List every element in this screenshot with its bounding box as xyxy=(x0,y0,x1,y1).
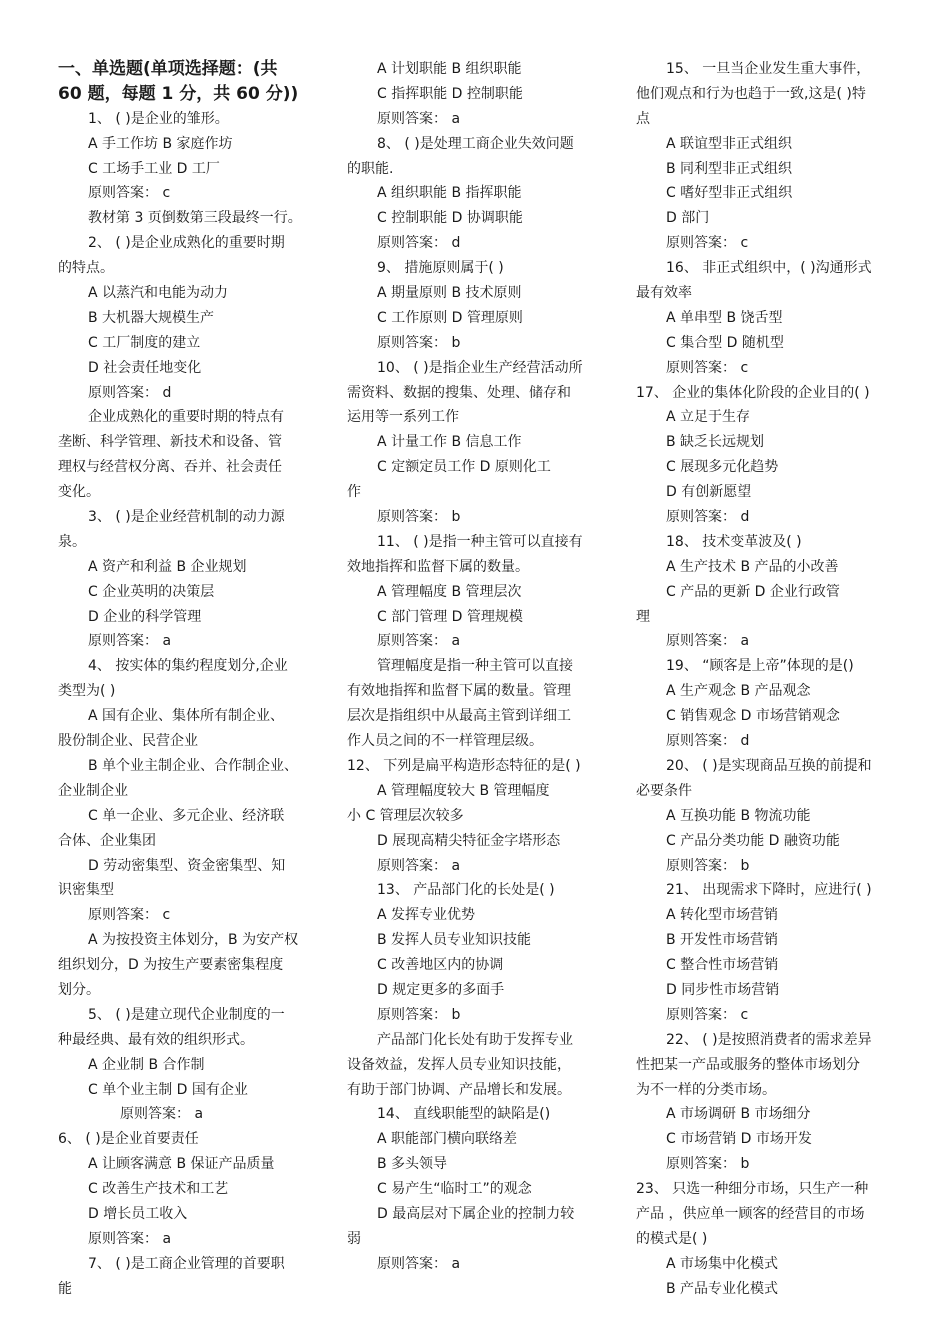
text-line: A 让顾客满意 B 保证产品质量 xyxy=(88,1156,275,1173)
text-line: B 发挥人员专业知识技能 xyxy=(377,932,532,949)
text-line: 的模式是( ) xyxy=(636,1230,708,1247)
text-line: 3、 ( )是企业经营机制的动力源 xyxy=(88,509,285,526)
text-line: 原则答案： c xyxy=(666,359,749,376)
text-line: D 同步性市场营销 xyxy=(666,981,780,998)
text-line: 19、 “顾客是上帝”体现的是() xyxy=(666,658,854,675)
text-line: A 计划职能 B 组织职能 xyxy=(377,61,522,77)
text-line: A 管理幅度较大 B 管理幅度 xyxy=(377,782,550,799)
text-line: 合体、企业集团 xyxy=(58,832,156,849)
text-line: 有助于部门协调、产品增长和发展。 xyxy=(347,1081,571,1098)
text-line: A 以蒸汽和电能为动力 xyxy=(88,285,229,302)
text-line: 管理幅度是指一种主管可以直接 xyxy=(377,658,573,675)
text-line: 理权与经营权分离、吞并、社会责任 xyxy=(58,459,282,476)
text-line: 原则答案： a xyxy=(377,857,461,874)
text-line: D 有创新愿望 xyxy=(666,484,752,501)
text-line: 原则答案： a xyxy=(377,1255,461,1272)
text-line: 种最经典、最有效的组织形式。 xyxy=(58,1031,254,1048)
text-line: C 改善生产技术和工艺 xyxy=(88,1181,229,1198)
text-line: 能 xyxy=(58,1280,72,1297)
text-line: 效地指挥和监督下属的数量。 xyxy=(347,558,529,575)
text-line: 运用等一系列工作 xyxy=(347,409,459,426)
text-line: 垄断、科学管理、新技术和设备、管 xyxy=(58,434,282,451)
text-line: 点 xyxy=(636,110,650,127)
text-line: 7、 ( )是工商企业管理的首要职 xyxy=(88,1255,285,1272)
text-line: 教材第 3 页倒数第三段最终一行。 xyxy=(88,210,302,227)
text-line: 的职能. xyxy=(347,160,394,177)
text-line: A 发挥专业优势 xyxy=(377,907,476,924)
text-line: C 市场营销 D 市场开发 xyxy=(666,1131,812,1148)
text-line: 原则答案： c xyxy=(666,1006,749,1023)
text-line: 划分。 xyxy=(58,981,100,998)
text-line: B 缺乏长远规划 xyxy=(666,434,765,451)
text-line: 1、 ( )是企业的雏形。 xyxy=(88,110,229,127)
text-line: 泉。 xyxy=(58,533,86,550)
text-line: D 展现高精尖特征金字塔形态 xyxy=(377,832,561,849)
text-line: A 联谊型非正式组织 xyxy=(666,135,793,152)
text-line: 识密集型 xyxy=(58,882,114,899)
text-line: A 手工作坊 B 家庭作坊 xyxy=(88,135,233,152)
text-line: 企业制企业 xyxy=(58,782,128,799)
text-line: C 易产生“临时工”的观念 xyxy=(377,1181,532,1198)
column-middle xyxy=(347,57,609,1277)
text-line: 4、 按实体的集约程度划分,企业 xyxy=(88,658,288,675)
text-line: 为不一样的分类市场。 xyxy=(636,1081,776,1098)
text-line: 22、 ( )是按照消费者的需求差异 xyxy=(666,1031,872,1048)
text-line: 原则答案： b xyxy=(377,334,461,351)
text-line: A 国有企业、集体所有制企业、 xyxy=(88,708,285,725)
text-line: 原则答案： c xyxy=(88,907,171,924)
text-line: D 最高层对下属企业的控制力较 xyxy=(377,1205,575,1222)
text-line: 股份制企业、民营企业 xyxy=(58,733,198,750)
text-line: C 嗜好型非正式组织 xyxy=(666,185,793,202)
text-line: A 企业制 B 合作制 xyxy=(88,1056,205,1073)
text-line: 弱 xyxy=(347,1230,361,1247)
text-line: C 整合性市场营销 xyxy=(666,957,779,974)
text-line: 原则答案： b xyxy=(377,509,461,526)
text-line: 原则答案： d xyxy=(377,235,461,252)
text-line: C 集合型 D 随机型 xyxy=(666,334,784,351)
text-line: A 立足于生存 xyxy=(666,409,751,426)
text-line: 原则答案： a xyxy=(88,1230,172,1247)
text-line: B 大机器大规模生产 xyxy=(88,309,215,326)
text-line: 原则答案： b xyxy=(666,857,750,874)
text-line: 有效地指挥和监督下属的数量。管理 xyxy=(347,683,571,700)
text-line: 17、 企业的集体化阶段的企业目的( ) xyxy=(636,384,870,401)
text-line: C 定额定员工作 D 原则化工 xyxy=(377,459,551,476)
text-line: A 生产观念 B 产品观念 xyxy=(666,683,811,700)
text-line: A 生产技术 B 产品的小改善 xyxy=(666,558,839,575)
text-line: B 产品专业化模式 xyxy=(666,1280,779,1297)
text-line: D 社会责任地变化 xyxy=(88,359,202,376)
text-line: 10、 ( )是指企业生产经营活动所 xyxy=(377,359,583,376)
text-line: 的特点。 xyxy=(58,260,114,277)
text-line: A 市场集中化模式 xyxy=(666,1255,779,1272)
text-line: C 改善地区内的协调 xyxy=(377,957,504,974)
text-line: 6、 ( )是企业首要责任 xyxy=(58,1131,199,1148)
text-line: D 规定更多的多面手 xyxy=(377,981,505,998)
text-line: 原则答案： a xyxy=(88,633,172,650)
text-line: 16、 非正式组织中，( )沟通形式 xyxy=(666,260,872,277)
column-right xyxy=(636,57,898,1302)
text-line: C 工厂制度的建立 xyxy=(88,334,201,351)
text-line: D 部门 xyxy=(666,210,710,227)
text-line: 产品 ，供应单一顾客的经营目的市场 xyxy=(636,1205,865,1222)
text-line: 原则答案： c xyxy=(88,185,171,202)
text-line: 8、 ( )是处理工商企业失效问题 xyxy=(377,135,574,152)
text-line: A 期量原则 B 技术原则 xyxy=(377,285,522,302)
text-line: 原则答案： b xyxy=(666,1156,750,1173)
text-line: 类型为( ) xyxy=(58,683,116,700)
text-line: C 指挥职能 D 控制职能 xyxy=(377,85,523,102)
text-line: 18、 技术变革波及( ) xyxy=(666,533,802,550)
text-line: C 单一企业、多元企业、经济联 xyxy=(88,807,285,824)
text-line: 设备效益，发挥人员专业知识技能， xyxy=(347,1056,571,1073)
text-line: A 单串型 B 饶舌型 xyxy=(666,309,783,326)
text-line: 原则答案： d xyxy=(88,384,172,401)
text-line: 11、 ( )是指一种主管可以直接有 xyxy=(377,533,583,550)
text-line: 企业成熟化的重要时期的特点有 xyxy=(88,409,284,426)
text-line: C 单个业主制 D 国有企业 xyxy=(88,1081,248,1098)
text-line: A 转化型市场营销 xyxy=(666,907,779,924)
text-line: A 组织职能 B 指挥职能 xyxy=(377,185,522,202)
text-line: A 市场调研 B 市场细分 xyxy=(666,1106,811,1123)
text-line: C 工作原则 D 管理原则 xyxy=(377,309,523,326)
text-line: 原则答案： b xyxy=(377,1006,461,1023)
text-line: 5、 ( )是建立现代企业制度的一 xyxy=(88,1006,285,1023)
text-line: C 产品分类功能 D 融资功能 xyxy=(666,832,840,849)
text-line: D 企业的科学管理 xyxy=(88,608,202,625)
text-line: 原则答案： a xyxy=(377,110,461,127)
text-line: 原则答案： c xyxy=(666,235,749,252)
text-line: 12、 下列是扁平构造形态特征的是( ) xyxy=(347,757,581,774)
text-line: A 管理幅度 B 管理层次 xyxy=(377,583,522,600)
text-line: C 产品的更新 D 企业行政管 xyxy=(666,583,840,600)
text-line: A 互换功能 B 物流功能 xyxy=(666,807,811,824)
column-left xyxy=(58,57,320,1302)
text-line: 变化。 xyxy=(58,484,100,501)
text-line: C 控制职能 D 协调职能 xyxy=(377,210,523,227)
text-line: 作 xyxy=(347,484,361,501)
text-line: 2、 ( )是企业成熟化的重要时期 xyxy=(88,235,285,252)
text-line: 原则答案： a xyxy=(377,633,461,650)
text-line: A 计量工作 B 信息工作 xyxy=(377,434,522,451)
text-line: C 企业英明的决策层 xyxy=(88,583,215,600)
text-line: 9、 措施原则属于( ) xyxy=(377,260,504,277)
text-line: 必要条件 xyxy=(636,782,692,799)
text-line: D 增长员工收入 xyxy=(88,1205,188,1222)
section-heading-line: 60 题，每题 1 分，共 60 分)) xyxy=(58,83,299,104)
section-heading-line: 一、单选题(单项选择题：(共 xyxy=(58,59,278,79)
text-line: C 部门管理 D 管理规模 xyxy=(377,608,523,625)
text-line: 14、 直线职能型的缺陷是() xyxy=(377,1106,551,1123)
text-line: 产品部门化长处有助于发挥专业 xyxy=(377,1031,573,1048)
text-line: D 劳动密集型、资金密集型、知 xyxy=(88,857,286,874)
text-line: 性把某一产品或服务的整体市场划分 xyxy=(636,1056,860,1073)
text-line: 原则答案： d xyxy=(666,509,750,526)
text-line: 组织划分，D 为按生产要素密集程度 xyxy=(58,957,284,974)
text-line: B 多头领导 xyxy=(377,1156,448,1173)
text-line: 小 C 管理层次较多 xyxy=(347,807,464,824)
text-line: B 单个业主制企业、合作制企业、 xyxy=(88,757,299,774)
text-line: B 同利型非正式组织 xyxy=(666,160,793,177)
text-line: 原则答案： d xyxy=(666,733,750,750)
text-line: 15、 一旦当企业发生重大事件， xyxy=(666,61,871,77)
text-line: C 销售观念 D 市场营销观念 xyxy=(666,708,840,725)
text-line: 他们观点和行为也趋于一致,这是( )特 xyxy=(636,85,866,102)
text-line: 层次是指组织中从最高主管到详细工 xyxy=(347,708,571,725)
text-line: B 开发性市场营销 xyxy=(666,932,779,949)
text-line: C 展现多元化趋势 xyxy=(666,459,779,476)
text-line: 20、 ( )是实现商品互换的前提和 xyxy=(666,757,872,774)
text-line: 13、 产品部门化的长处是( ) xyxy=(377,882,555,899)
text-line: 原则答案： a xyxy=(120,1106,204,1123)
text-line: 最有效率 xyxy=(636,285,692,302)
text-line: 21、 出现需求下降时，应进行( ) xyxy=(666,882,872,899)
text-line: 理 xyxy=(636,608,650,625)
text-line: A 资产和利益 B 企业规划 xyxy=(88,558,247,575)
text-line: A 为按投资主体划分，B 为安产权 xyxy=(88,932,299,949)
text-line: 需资料、数据的搜集、处理、储存和 xyxy=(347,384,571,401)
text-line: 23、 只选一种细分市场，只生产一种 xyxy=(636,1181,869,1198)
text-line: 原则答案： a xyxy=(666,633,750,650)
text-line: A 职能部门横向联络差 xyxy=(377,1131,518,1148)
text-line: C 工场手工业 D 工厂 xyxy=(88,160,220,177)
text-line: 作人员之间的不一样管理层级。 xyxy=(347,733,543,750)
